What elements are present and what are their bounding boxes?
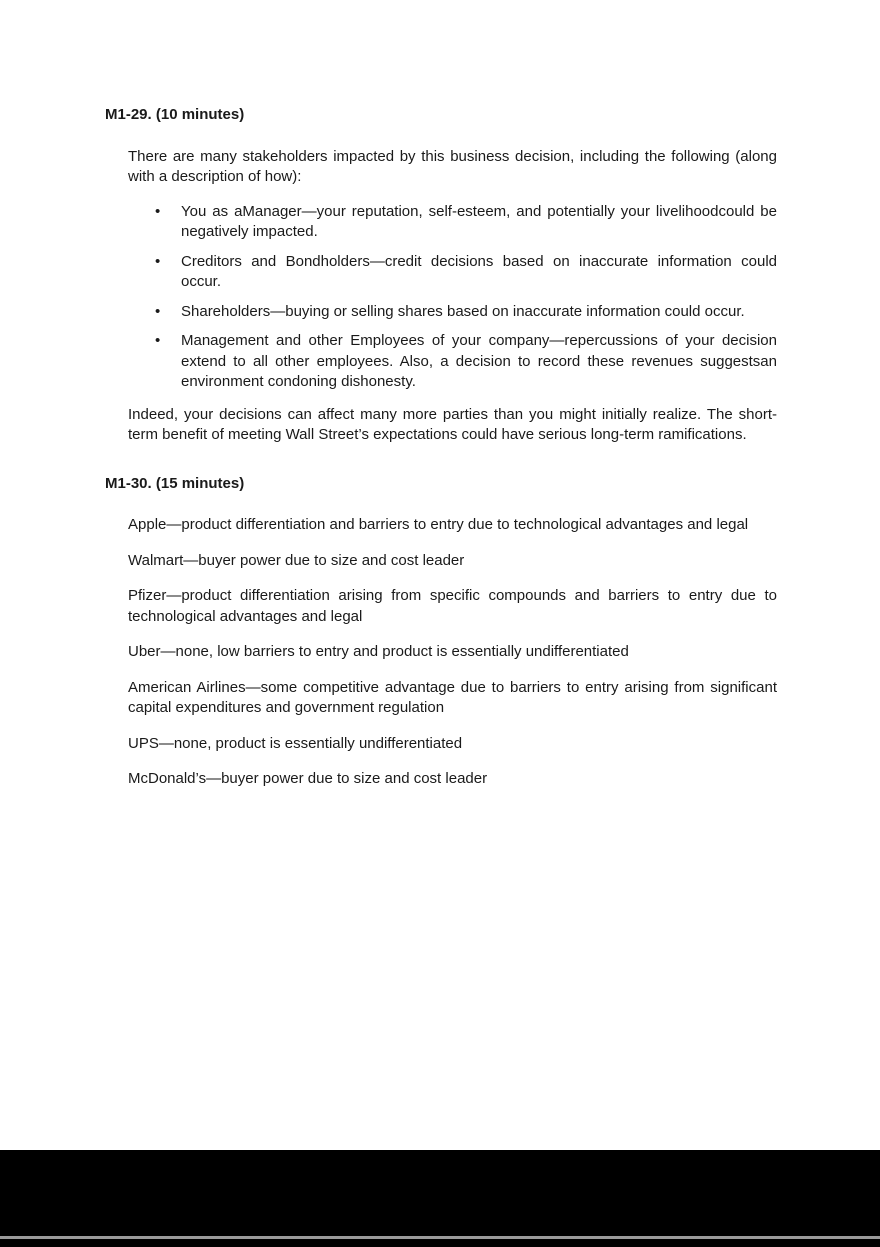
section-heading-m1-30: M1-30. (15 minutes) <box>105 474 245 492</box>
bullet-marker: • <box>155 252 161 270</box>
m1-29-intro-paragraph: There are many stakeholders impacted by this business decision, including the following (along with a description of how): <box>128 147 777 185</box>
bullet-marker: • <box>155 302 161 320</box>
bullet-marker: • <box>155 332 161 349</box>
list-item <box>155 252 777 293</box>
m1-30-paragraph-american-airlines: American Airlines—some competitive advantage due to barriers to entry arising from significant capital expenditures and government regulation <box>128 678 777 716</box>
stakeholder-bullet-list <box>105 202 777 393</box>
list-item <box>155 302 777 323</box>
m1-30-paragraph-ups: UPS—none, product is essentially undifferentiated <box>128 734 463 752</box>
m1-30-paragraph-apple: Apple—product differentiation and barriers to entry due to technological advantages and legal <box>128 516 749 533</box>
bullet-text: Creditors and Bondholders—credit decisions based on inaccurate information could occur. <box>181 252 777 290</box>
section-heading-m1-29: M1-29. (10 minutes) <box>105 106 245 123</box>
bullet-marker: • <box>155 202 161 220</box>
list-item <box>155 331 777 393</box>
page-footer-bar <box>0 1150 880 1247</box>
m1-29-closing-paragraph: Indeed, your decisions can affect many more parties than you might initially realize. The short-term benefit of meeting Wall Street’s expectations could have serious long-term ramifications. <box>128 405 777 443</box>
bullet-text: You as aManager—your reputation, self-esteem, and potentially your livelihoodcould be negatively impacted. <box>181 202 777 240</box>
m1-30-paragraph-walmart: Walmart—buyer power due to size and cost leader <box>128 551 465 569</box>
m1-30-paragraph-mcdonalds: McDonald’s—buyer power due to size and cost leader <box>128 770 488 787</box>
m1-30-paragraph-pfizer: Pfizer—product differentiation arising from specific compounds and barriers to entry due to technological advantages and legal <box>128 587 777 625</box>
m1-30-paragraph-uber: Uber—none, low barriers to entry and product is essentially undifferentiated <box>128 643 629 660</box>
footer-divider-line <box>0 1236 880 1239</box>
bullet-text: Shareholders—buying or selling shares based on inaccurate information could occur. <box>181 302 745 320</box>
list-item <box>155 202 777 243</box>
bullet-text: Management and other Employees of your company—repercussions of your decision extend to all other employees. Also, a decision to record these revenues suggestsan environment condoning dishonesty. <box>181 332 777 390</box>
